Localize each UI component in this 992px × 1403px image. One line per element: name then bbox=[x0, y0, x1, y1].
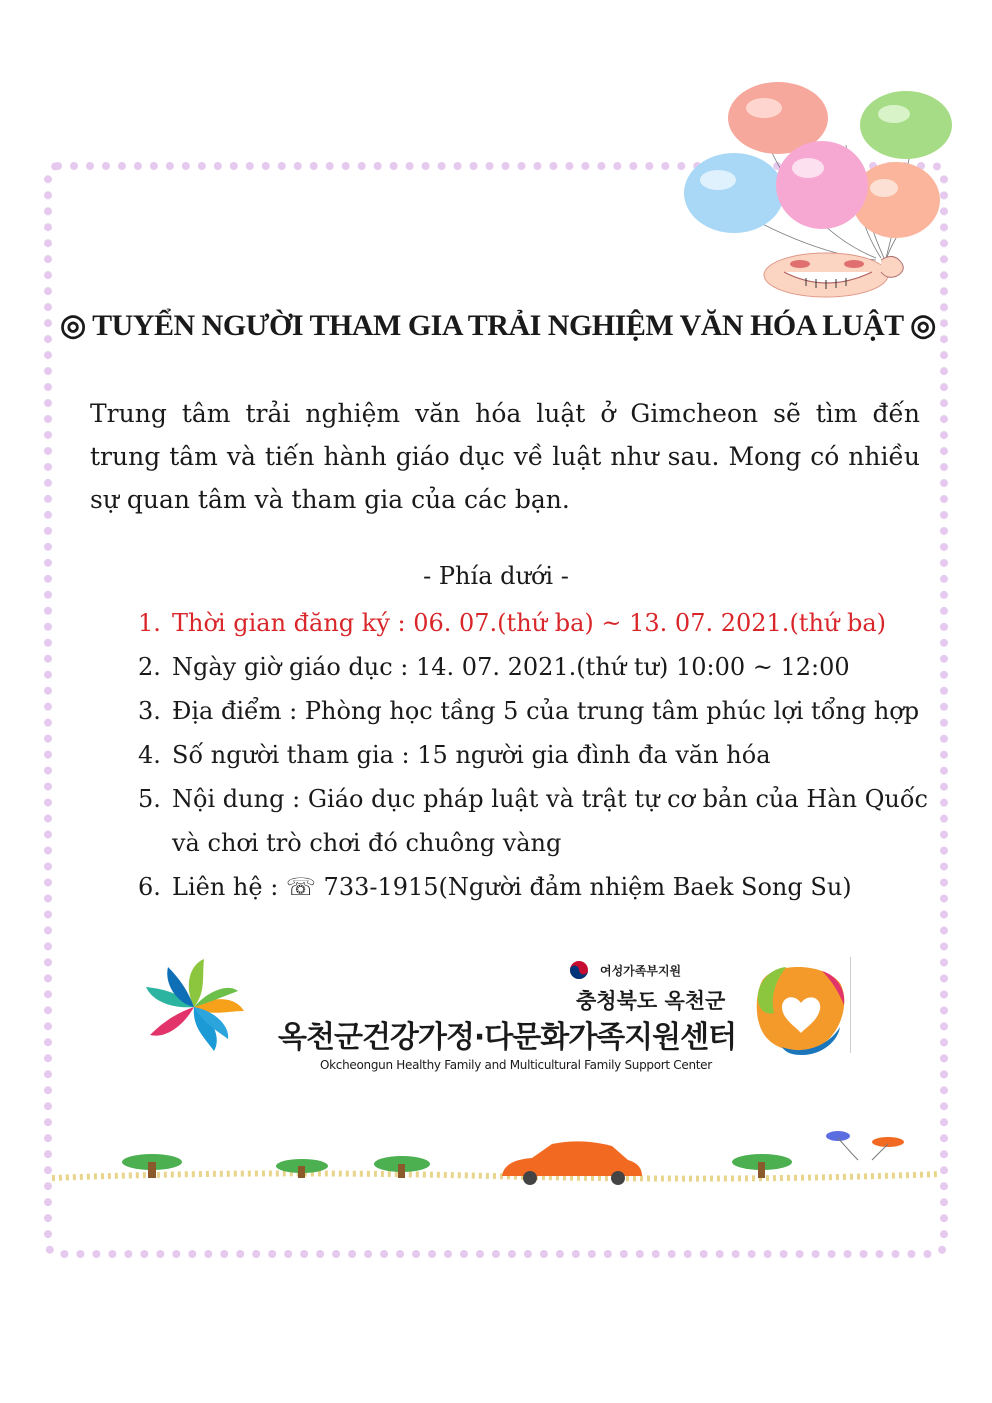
ministry-label bbox=[564, 960, 681, 980]
list-text: Số người tham gia : 15 người gia đình đa văn hóa bbox=[172, 741, 771, 769]
ground-scenery-illustration bbox=[52, 1124, 940, 1194]
list-number: 2. bbox=[138, 653, 161, 681]
pinwheel-logo-icon bbox=[136, 957, 252, 1057]
detail-list bbox=[138, 601, 928, 909]
list-number: 6. bbox=[138, 873, 161, 901]
list-item-contact bbox=[138, 865, 928, 909]
list-number: 5. bbox=[138, 785, 161, 813]
center-name-english: Okcheongun Healthy Family and Multicultural Family Support Center bbox=[320, 1058, 712, 1072]
taegeuk-emblem-icon bbox=[564, 960, 594, 980]
list-number: 1. bbox=[138, 609, 161, 637]
list-item-participants bbox=[138, 733, 928, 777]
ministry-text: 여성가족부지원 bbox=[600, 963, 682, 978]
list-text: Nội dung : Giáo dục pháp luật và trật tự cơ bản của Hàn Quốc và chơi trò chơi đó chuông vàng bbox=[172, 785, 928, 857]
heart-symbol-icon bbox=[752, 961, 850, 1057]
list-item-schedule bbox=[138, 645, 928, 689]
list-number: 4. bbox=[138, 741, 161, 769]
section-subheading: - Phía dưới - bbox=[423, 562, 569, 590]
list-text: Địa điểm : Phòng học tầng 5 của trung tâm phúc lợi tổng hợp bbox=[172, 697, 920, 725]
list-number: 3. bbox=[138, 697, 161, 725]
balloons-illustration bbox=[676, 80, 956, 300]
list-text: Liên hệ : ☏ 733-1915(Người đảm nhiệm Baek Song Su) bbox=[172, 873, 852, 901]
list-text: Thời gian đăng ký : 06. 07.(thứ ba) ~ 13. 07. 2021.(thứ ba) bbox=[172, 609, 887, 637]
center-name-korean: 옥천군건강가정·다문화가족지원센터 bbox=[278, 1020, 737, 1055]
page-title: ◎ TUYỂN NGƯỜI THAM GIA TRẢI NGHIỆM VĂN HÓA LUẬT ◎ bbox=[60, 309, 936, 342]
list-item-content bbox=[138, 777, 928, 865]
list-text: Ngày giờ giáo dục : 14. 07. 2021.(thứ tư) 10:00 ~ 12:00 bbox=[172, 653, 850, 681]
intro-paragraph: Trung tâm trải nghiệm văn hóa luật ở Gimcheon sẽ tìm đến trung tâm và tiến hành giáo dục về luật như sau. Mong có nhiều sự quan tâm và tham gia của các bạn. bbox=[90, 399, 920, 514]
list-item-registration bbox=[138, 601, 928, 645]
province-label: 충청북도 옥천군 bbox=[576, 989, 726, 1013]
divider-line bbox=[850, 957, 851, 1053]
list-item-location bbox=[138, 689, 928, 733]
organization-logo bbox=[130, 955, 860, 1075]
